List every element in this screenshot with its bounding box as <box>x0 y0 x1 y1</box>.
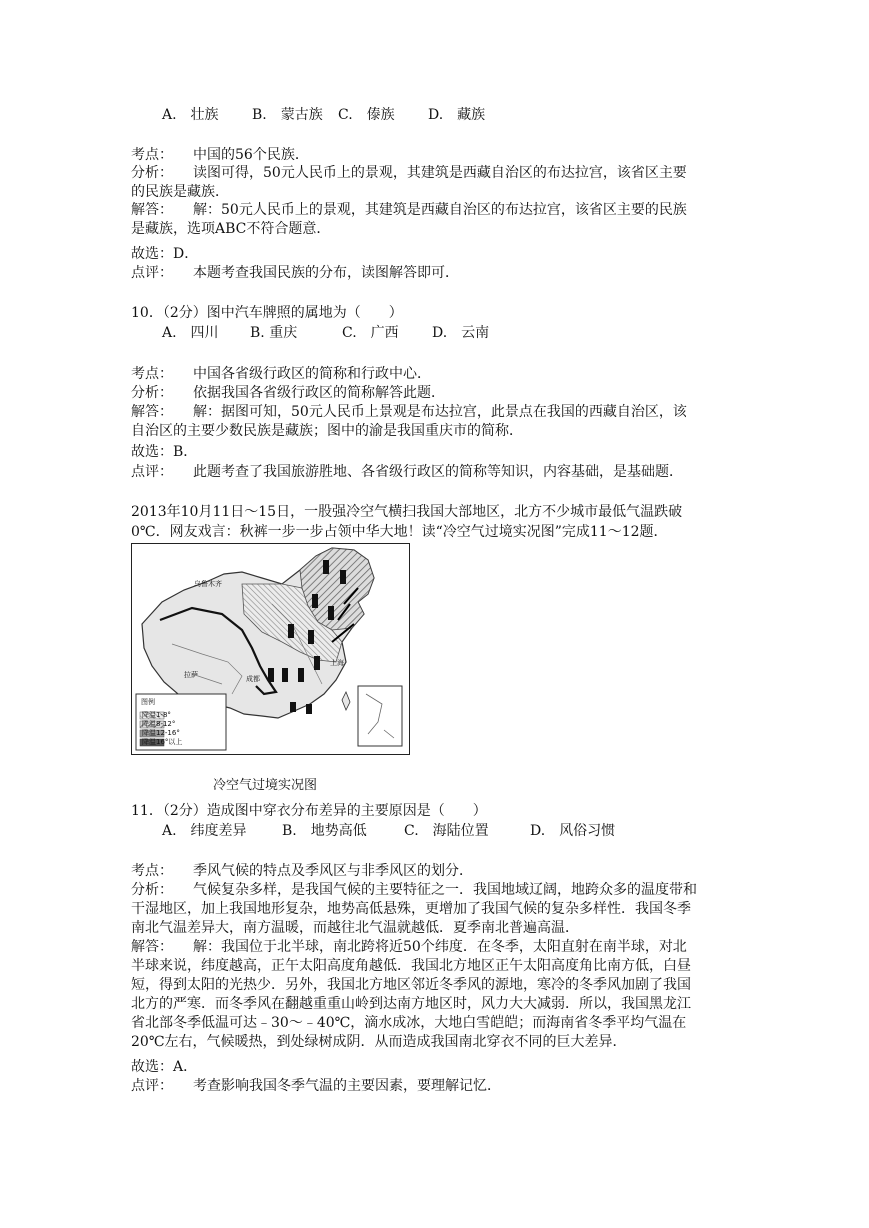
q11-dianping: 点评： 考查影响我国冬季气温的主要因素，要理解记忆． <box>131 1078 501 1094</box>
map-legend-item-4: 降温16°以上 <box>142 738 183 746</box>
q11-guxuan: 故选：A． <box>131 1059 198 1075</box>
q10-fenxi: 分析： 依据我国各省级行政区的简称解答此题． <box>131 385 445 401</box>
q10-option-b: B. 重庆 <box>250 325 298 341</box>
cold-air-map <box>131 543 410 755</box>
q11-jieda: 解答： 解：我国位于北半球，南北跨将近50个纬度．在冬季，太阳直射在南半球，对北 <box>131 939 687 955</box>
q11-stem: 11．（2分）造成图中穿衣分布差异的主要原因是（ ） <box>131 803 487 819</box>
q9-guxuan: 故选：D． <box>131 246 199 262</box>
intro-line-1: 2013年10月11日～15日，一股强冷空气横扫我国大部地区，北方不少城市最低气温跌破 <box>131 504 683 520</box>
q11-jieda-cont-4: 省北部冬季低温可达﹣30～﹣40℃，滴水成冰，大地白雪皑皑；而海南省冬季平均气温在 <box>131 1015 687 1031</box>
q10-kaodian: 考点： 中国各省级行政区的简称和行政中心． <box>131 366 431 382</box>
q10-dianping: 点评： 此题考查了我国旅游胜地、各省级行政区的简称等知识，内容基础，是基础题． <box>131 464 683 480</box>
q11-jieda-cont-1: 半球来说，纬度越高，正午太阳高度角越低．我国北方地区正午太阳高度角比南方低，白昼 <box>131 958 691 974</box>
map-label-urumqi: 乌鲁木齐 <box>194 580 222 588</box>
q9-option-c: C. 傣族 <box>338 107 395 123</box>
map-label-lhasa: 拉萨 <box>184 671 198 679</box>
q10-option-a: A. 四川 <box>162 325 219 341</box>
q10-options <box>162 324 489 342</box>
map-legend-item-3: 降温12-16° <box>142 729 180 737</box>
map-legend-title: 图例 <box>141 698 155 706</box>
q10-jieda: 解答： 解：据图可知，50元人民币上景观是布达拉宫，此景点在我国的西藏自治区，该 <box>131 404 687 420</box>
q10-option-c: C. 广西 <box>342 325 399 341</box>
q11-fenxi-cont-2: 南北气温差异大，南方温暖，而越往北气温就越低．夏季南北普遍高温． <box>131 920 579 936</box>
q10-jieda-cont: 自治区的主要少数民族是藏族；图中的渝是我国重庆市的简称． <box>131 423 523 439</box>
q11-options <box>162 822 615 840</box>
q9-kaodian: 考点： 中国的56个民族． <box>131 147 309 163</box>
q9-jieda: 解答： 解：50元人民币上的景观，其建筑是西藏自治区的布达拉宫，该省区主要的民族 <box>131 202 687 218</box>
map-label-chengdu: 成都 <box>246 675 260 683</box>
map-label-shanghai: 上海 <box>330 659 344 667</box>
q9-dianping: 点评： 本题考查我国民族的分布，读图解答即可． <box>131 265 459 281</box>
q11-fenxi: 分析： 气候复杂多样，是我国气候的主要特征之一．我国地域辽阔，地跨众多的温度带和 <box>131 882 697 898</box>
q11-option-b: B. 地势高低 <box>282 823 367 839</box>
q11-option-d: D. 风俗习惯 <box>530 823 616 839</box>
map-legend-item-1: 降温1-8° <box>142 711 171 719</box>
map-caption: 冷空气过境实况图 <box>213 778 318 793</box>
q11-option-a: A. 纬度差异 <box>162 823 247 839</box>
q9-option-b: B. 蒙古族 <box>252 107 323 123</box>
q9-option-a: A. 壮族 <box>162 107 219 123</box>
intro-line-2: 0℃．网友戏言：秋裤一步一步占领中华大地！读“冷空气过境实况图”完成11～12题． <box>131 524 668 540</box>
q9-fenxi: 分析： 读图可得，50元人民币上的景观，其建筑是西藏自治区的布达拉宫，该省区主要 <box>131 165 687 181</box>
q9-jieda-cont: 是藏族，选项ABC不符合题意． <box>131 221 331 237</box>
q10-guxuan: 故选：B． <box>131 444 198 460</box>
q10-option-d: D. 云南 <box>432 325 490 341</box>
q11-fenxi-cont-1: 干湿地区，加上我国地形复杂，地势高低悬殊，更增加了我国气候的复杂多样性．我国冬季 <box>131 901 691 917</box>
q9-fenxi-cont: 的民族是藏族． <box>131 184 229 200</box>
q11-kaodian: 考点： 季风气候的特点及季风区与非季风区的划分． <box>131 863 473 879</box>
q11-jieda-cont-3: 北方的严寒．而冬季风在翻越重重山岭到达南方地区时，风力大大减弱．所以，我国黑龙江 <box>131 996 691 1012</box>
q9-option-d: D. 藏族 <box>428 107 486 123</box>
q11-option-c: C. 海陆位置 <box>404 823 489 839</box>
q11-jieda-cont-5: 20℃左右，气候暖热，到处绿树成阴．从而造成我国南北穿衣不同的巨大差异． <box>131 1034 627 1050</box>
q9-options <box>162 106 485 124</box>
q10-stem: 10．（2分）图中汽车牌照的属地为（ ） <box>131 305 403 321</box>
map-legend-item-2: 降温8-12° <box>142 720 176 728</box>
q11-jieda-cont-2: 短，得到太阳的光热少．另外，我国北方地区邻近冬季风的源地，寒冷的冬季风加剧了我国 <box>131 977 691 993</box>
